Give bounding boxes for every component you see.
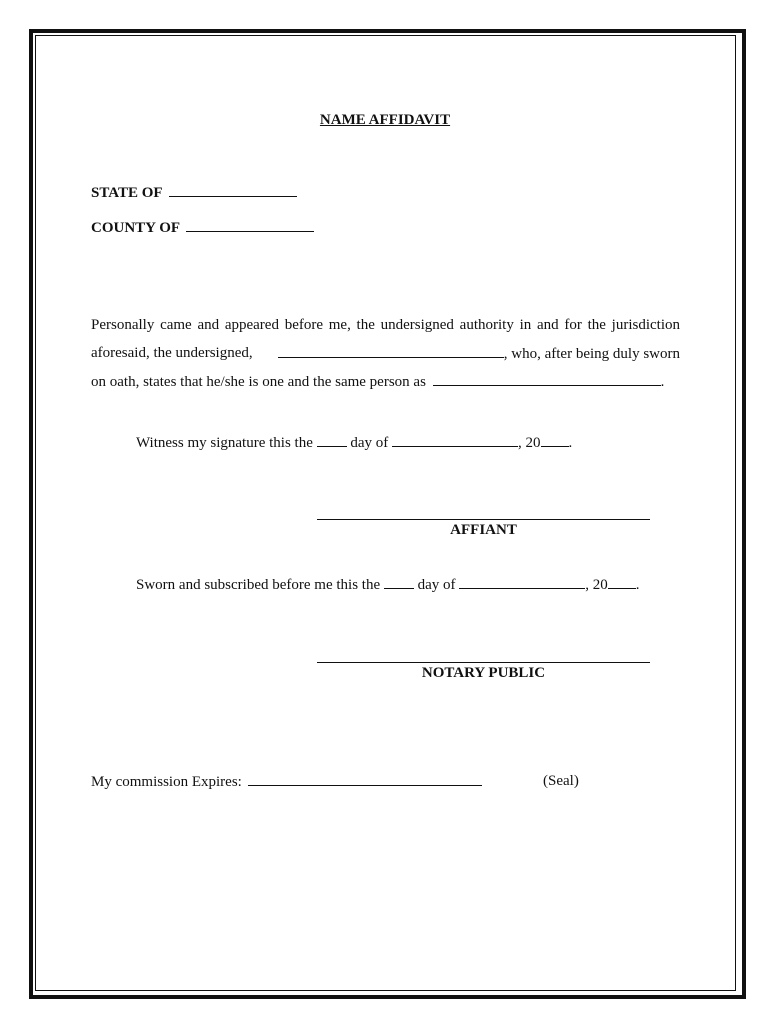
sworn-line <box>136 576 640 594</box>
paragraph-line-2 <box>91 345 680 363</box>
witness-month-field[interactable] <box>392 434 518 447</box>
sworn-month-field[interactable] <box>459 576 585 589</box>
county-field[interactable] <box>186 219 314 232</box>
paragraph-line-2-start: aforesaid, the undersigned, <box>91 345 253 361</box>
paragraph-line-3-end: . <box>660 374 665 390</box>
undersigned-name-field[interactable] <box>278 345 504 358</box>
same-person-name-field[interactable] <box>433 373 661 386</box>
document-title: NAME AFFIDAVIT <box>319 112 451 128</box>
paragraph-line-2-rest <box>278 345 680 363</box>
sworn-text-c: , 20 <box>585 577 608 593</box>
state-row <box>91 184 297 202</box>
county-label: COUNTY OF <box>91 220 180 236</box>
county-row <box>91 219 314 237</box>
witness-year-field[interactable] <box>541 434 569 447</box>
sworn-day-field[interactable] <box>384 576 414 589</box>
affiant-label: AFFIANT <box>450 522 517 538</box>
witness-text-c: , 20 <box>518 435 541 451</box>
commission-label: My commission Expires: <box>91 774 242 790</box>
sworn-year-field[interactable] <box>608 576 636 589</box>
notary-label: NOTARY PUBLIC <box>421 665 546 681</box>
state-label: STATE OF <box>91 185 162 201</box>
sworn-text-b: day of <box>417 577 456 593</box>
commission-row <box>91 773 482 791</box>
paragraph-line-2-end: , who, after being duly sworn <box>503 346 680 362</box>
witness-text-b: day of <box>350 435 389 451</box>
witness-line <box>136 434 572 452</box>
paragraph-line-1: Personally came and appeared before me, the undersigned authority in and for the jurisdiction <box>91 317 680 333</box>
witness-day-field[interactable] <box>317 434 347 447</box>
page-border-inner <box>35 35 736 991</box>
witness-text-a: Witness my signature this the <box>136 435 313 451</box>
seal-label: (Seal) <box>543 773 579 789</box>
affiant-signature-line[interactable] <box>317 519 650 520</box>
paragraph-line-3 <box>91 373 664 391</box>
commission-expiry-field[interactable] <box>248 773 482 786</box>
sworn-text-d: . <box>635 577 640 593</box>
notary-signature-line[interactable] <box>317 662 650 663</box>
witness-text-d: . <box>568 435 573 451</box>
paragraph-line-3-start: on oath, states that he/she is one and the same person as <box>91 374 426 390</box>
state-field[interactable] <box>169 184 297 197</box>
sworn-text-a: Sworn and subscribed before me this the <box>136 577 381 593</box>
